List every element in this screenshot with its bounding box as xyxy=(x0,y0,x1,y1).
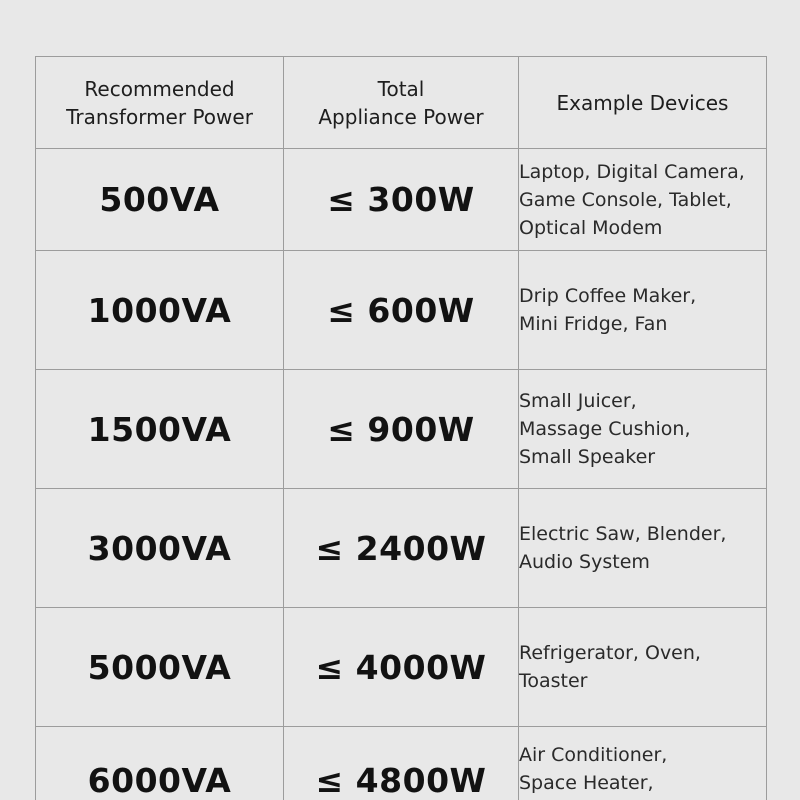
power-spec-table xyxy=(35,56,767,800)
transformer-power-cell: 6000VA xyxy=(36,727,284,800)
example-devices-cell xyxy=(519,727,767,800)
example-devices-cell xyxy=(519,608,767,727)
header-transformer-power xyxy=(36,57,284,149)
table-row xyxy=(36,251,767,370)
header-line: Example Devices xyxy=(556,90,729,115)
transformer-power-cell: 500VA xyxy=(36,149,284,251)
header-line: Transformer Power xyxy=(66,104,253,129)
header-line: Recommended xyxy=(84,76,235,101)
table-header-row xyxy=(36,57,767,149)
device-line: Game Console, Tablet, xyxy=(519,188,732,211)
appliance-power-cell: ≤ 4800W xyxy=(284,727,519,800)
device-line: Optical Modem xyxy=(519,216,663,239)
header-example-devices xyxy=(519,57,767,149)
device-line: Mini Fridge, Fan xyxy=(519,313,668,335)
device-line: Laptop, Digital Camera, xyxy=(519,160,745,183)
example-devices-cell xyxy=(519,489,767,608)
table-row xyxy=(36,489,767,608)
transformer-power-cell: 3000VA xyxy=(36,489,284,608)
appliance-power-cell: ≤ 900W xyxy=(284,370,519,489)
transformer-power-cell: 5000VA xyxy=(36,608,284,727)
appliance-power-cell: ≤ 300W xyxy=(284,149,519,251)
device-line: Small Juicer, xyxy=(519,390,637,412)
example-devices-cell xyxy=(519,149,767,251)
example-devices-cell xyxy=(519,370,767,489)
appliance-power-cell: ≤ 2400W xyxy=(284,489,519,608)
table-row xyxy=(36,149,767,251)
device-line: Toaster xyxy=(519,670,588,692)
device-line: Space Heater, xyxy=(519,772,654,794)
appliance-power-cell: ≤ 600W xyxy=(284,251,519,370)
header-line: Total xyxy=(377,76,425,101)
device-line: Small Speaker xyxy=(519,446,656,468)
table-row xyxy=(36,608,767,727)
example-devices-cell xyxy=(519,251,767,370)
transformer-power-cell: 1000VA xyxy=(36,251,284,370)
device-line: Audio System xyxy=(519,551,650,573)
appliance-power-cell: ≤ 4000W xyxy=(284,608,519,727)
transformer-power-cell: 1500VA xyxy=(36,370,284,489)
device-line: Massage Cushion, xyxy=(519,418,691,440)
device-line: Drip Coffee Maker, xyxy=(519,285,697,307)
table-row xyxy=(36,370,767,489)
header-line: Appliance Power xyxy=(318,104,484,129)
header-appliance-power xyxy=(284,57,519,149)
device-line: Electric Saw, Blender, xyxy=(519,523,727,545)
device-line: Refrigerator, Oven, xyxy=(519,642,701,664)
table-row xyxy=(36,727,767,800)
device-line: Air Conditioner, xyxy=(519,744,668,766)
